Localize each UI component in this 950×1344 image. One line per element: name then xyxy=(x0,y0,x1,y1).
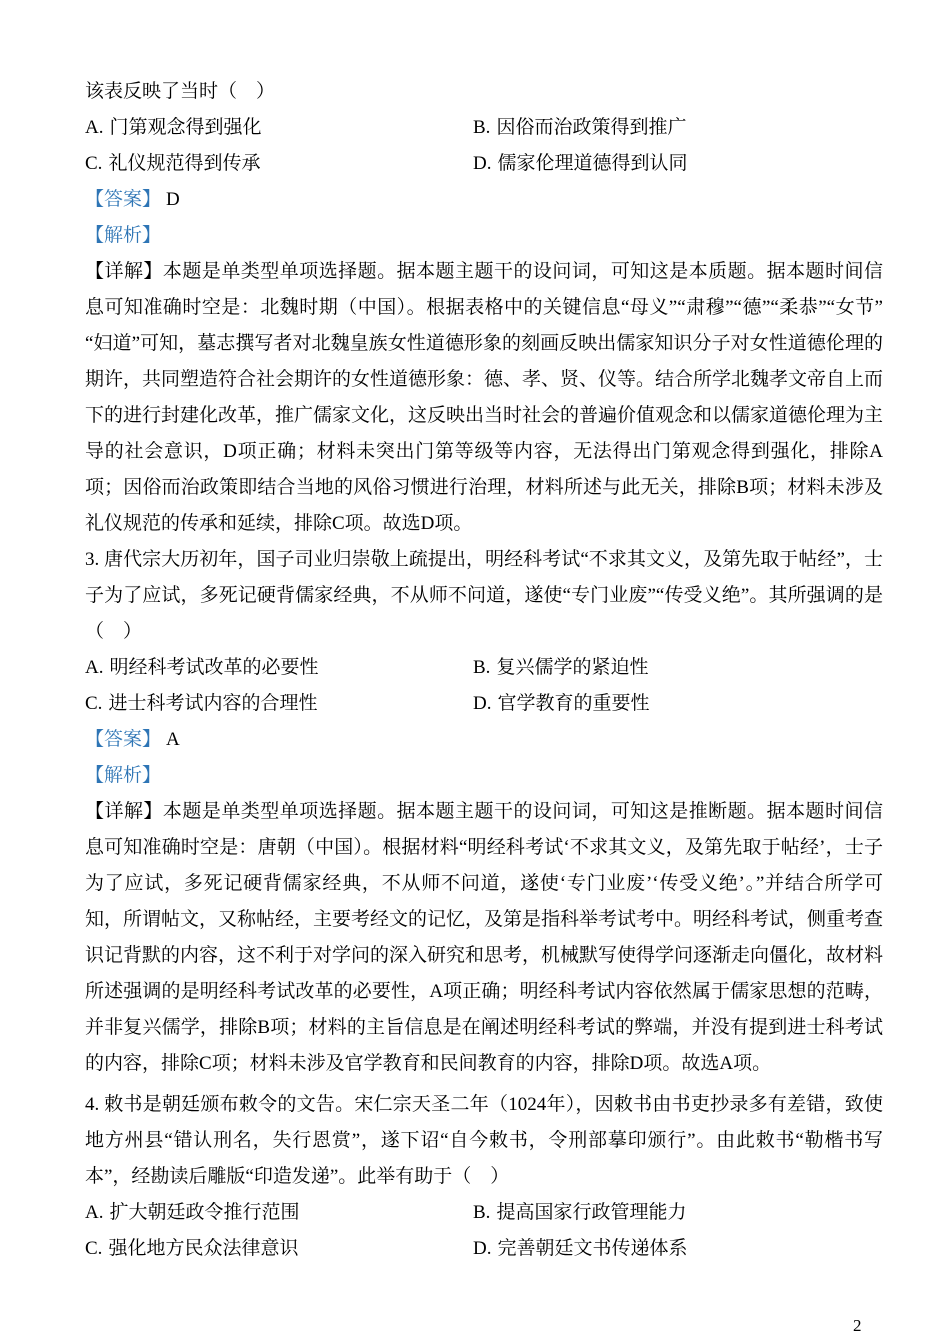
option-d-label: D. xyxy=(473,693,492,714)
option-c-label: C. xyxy=(85,1238,103,1259)
option-a-label: A. xyxy=(85,1202,104,1223)
option-c-text: 进士科考试内容的合理性 xyxy=(108,693,318,714)
detail-label: 【详解】 xyxy=(85,261,163,282)
answer-value: A xyxy=(166,729,180,750)
question-2-option-c xyxy=(85,146,473,182)
question-4-stem: 4. 敕书是朝廷颁布敕令的文告。宋仁宗天圣二年（1024年），因敕书由书吏抄录多有差错，致使地方州县“错认刑名，失行恩赏”，遂下诏“自今敕书，令刑部摹印颁行”。由此敕书“勒楷书写本”，经勘读后雕版“印造发递”。此举有助于（ ） xyxy=(85,1094,883,1187)
question-4-option-b xyxy=(473,1195,883,1231)
option-a-text: 门第观念得到强化 xyxy=(109,117,262,138)
answer-label: 【答案】 xyxy=(85,729,162,750)
answer-label: 【答案】 xyxy=(85,189,162,210)
exam-page-content xyxy=(85,74,883,1267)
option-a-label: A. xyxy=(85,117,104,138)
question-4-option-d xyxy=(473,1231,883,1267)
option-d-text: 儒家伦理道德得到认同 xyxy=(497,153,688,174)
question-4-options-row-ab xyxy=(85,1195,883,1231)
option-c-label: C. xyxy=(85,693,103,714)
question-2-block xyxy=(85,74,883,542)
question-3-option-d xyxy=(473,686,883,722)
question-3-options-row-ab xyxy=(85,650,883,686)
question-2-analysis-line xyxy=(85,218,883,254)
option-d-label: D. xyxy=(473,153,492,174)
option-a-text: 扩大朝廷政令推行范围 xyxy=(109,1202,300,1223)
question-4-options-row-cd xyxy=(85,1231,883,1267)
question-3-detail-paragraph xyxy=(85,794,883,1082)
question-4-block xyxy=(85,1087,883,1267)
detail-text: 本题是单类型单项选择题。据本题主题干的设问词，可知这是推断题。据本题时间信息可知准确时空是：唐朝（中国）。根据材料“明经科考试‘不求其文义，及第先取于帖经’，士子为了应试，多死记硬背儒家经典，不从师不问道，遂使‘专门业废’‘传受义绝’。”并结合所学可知，所谓帖文，又称帖经，主要考经文的记忆，及第是指科举考试考中。明经科考试，侧重考查识记背默的内容，这不利于对学问的深入研究和思考，机械默写使得学问逐渐走向僵化，故材料所述强调的是明经科考试改革的必要性，A项正确；明经科考试内容依然属于儒家思想的范畴，并非复兴儒学，排除B项；材料的主旨信息是在阐述明经科考试的弊端，并没有提到进士科考试的内容，排除C项；材料未涉及官学教育和民间教育的内容，排除D项。故选A项。 xyxy=(85,801,884,1074)
option-a-label: A. xyxy=(85,657,104,678)
option-b-text: 复兴儒学的紧迫性 xyxy=(496,657,649,678)
detail-text: 本题是单类型单项选择题。据本题主题干的设问词，可知这是本质题。据本题时间信息可知准确时空是：北魏时期（中国）。根据表格中的关键信息“母义”“肃穆”“德”“柔恭”“女节”“妇道”可知，墓志撰写者对北魏皇族女性道德形象的刻画反映出儒家知识分子对女性道德伦理的期许，共同塑造符合社会期许的女性道德形象：德、孝、贤、仪等。结合所学北魏孝文帝自上而下的进行封建化改革，推广儒家文化，这反映出当时社会的普遍价值观念和以儒家道德伦理为主导的社会意识，D项正确；材料未突出门第等级等内容，无法得出门第观念得到强化，排除A项；因俗而治政策即结合当地的风俗习惯进行治理，材料所述与此无关，排除B项；材料未涉及礼仪规范的传承和延续，排除C项。故选D项。 xyxy=(85,261,884,534)
question-3-option-c xyxy=(85,686,473,722)
option-b-label: B. xyxy=(473,117,491,138)
question-2-detail-paragraph xyxy=(85,254,883,542)
option-b-label: B. xyxy=(473,1202,491,1223)
question-3-block xyxy=(85,542,883,1082)
option-b-text: 因俗而治政策得到推广 xyxy=(496,117,687,138)
option-c-text: 礼仪规范得到传承 xyxy=(108,153,261,174)
analysis-label: 【解析】 xyxy=(85,765,162,786)
analysis-label: 【解析】 xyxy=(85,225,162,246)
option-d-text: 官学教育的重要性 xyxy=(497,693,650,714)
question-2-option-b xyxy=(473,110,883,146)
question-3-option-b xyxy=(473,650,883,686)
question-2-option-d xyxy=(473,146,883,182)
detail-label: 【详解】 xyxy=(85,801,163,822)
question-2-answer-line xyxy=(85,182,883,218)
question-2-options-row-cd xyxy=(85,146,883,182)
question-4-option-a xyxy=(85,1195,473,1231)
option-d-label: D. xyxy=(473,1238,492,1259)
question-3-analysis-line xyxy=(85,758,883,794)
option-b-text: 提高国家行政管理能力 xyxy=(496,1202,687,1223)
question-3-stem: 3. 唐代宗大历初年，国子司业归崇敬上疏提出，明经科考试“不求其文义，及第先取于帖经”，士子为了应试，多死记硬背儒家经典，不从师不问道，遂使“专门业废”“传受义绝”。其所强调的是（ ） xyxy=(85,549,883,642)
page-number: 2 xyxy=(853,1316,862,1335)
question-2-stem-tail: 该表反映了当时（ ） xyxy=(85,81,276,102)
question-2-options-row-ab xyxy=(85,110,883,146)
option-d-text: 完善朝廷文书传递体系 xyxy=(497,1238,688,1259)
answer-value: D xyxy=(166,189,180,210)
question-3-answer-line xyxy=(85,722,883,758)
option-a-text: 明经科考试改革的必要性 xyxy=(109,657,319,678)
option-b-label: B. xyxy=(473,657,491,678)
question-3-options-row-cd xyxy=(85,686,883,722)
question-2-option-a xyxy=(85,110,473,146)
option-c-text: 强化地方民众法律意识 xyxy=(108,1238,299,1259)
option-c-label: C. xyxy=(85,153,103,174)
question-3-option-a xyxy=(85,650,473,686)
question-4-option-c xyxy=(85,1231,473,1267)
